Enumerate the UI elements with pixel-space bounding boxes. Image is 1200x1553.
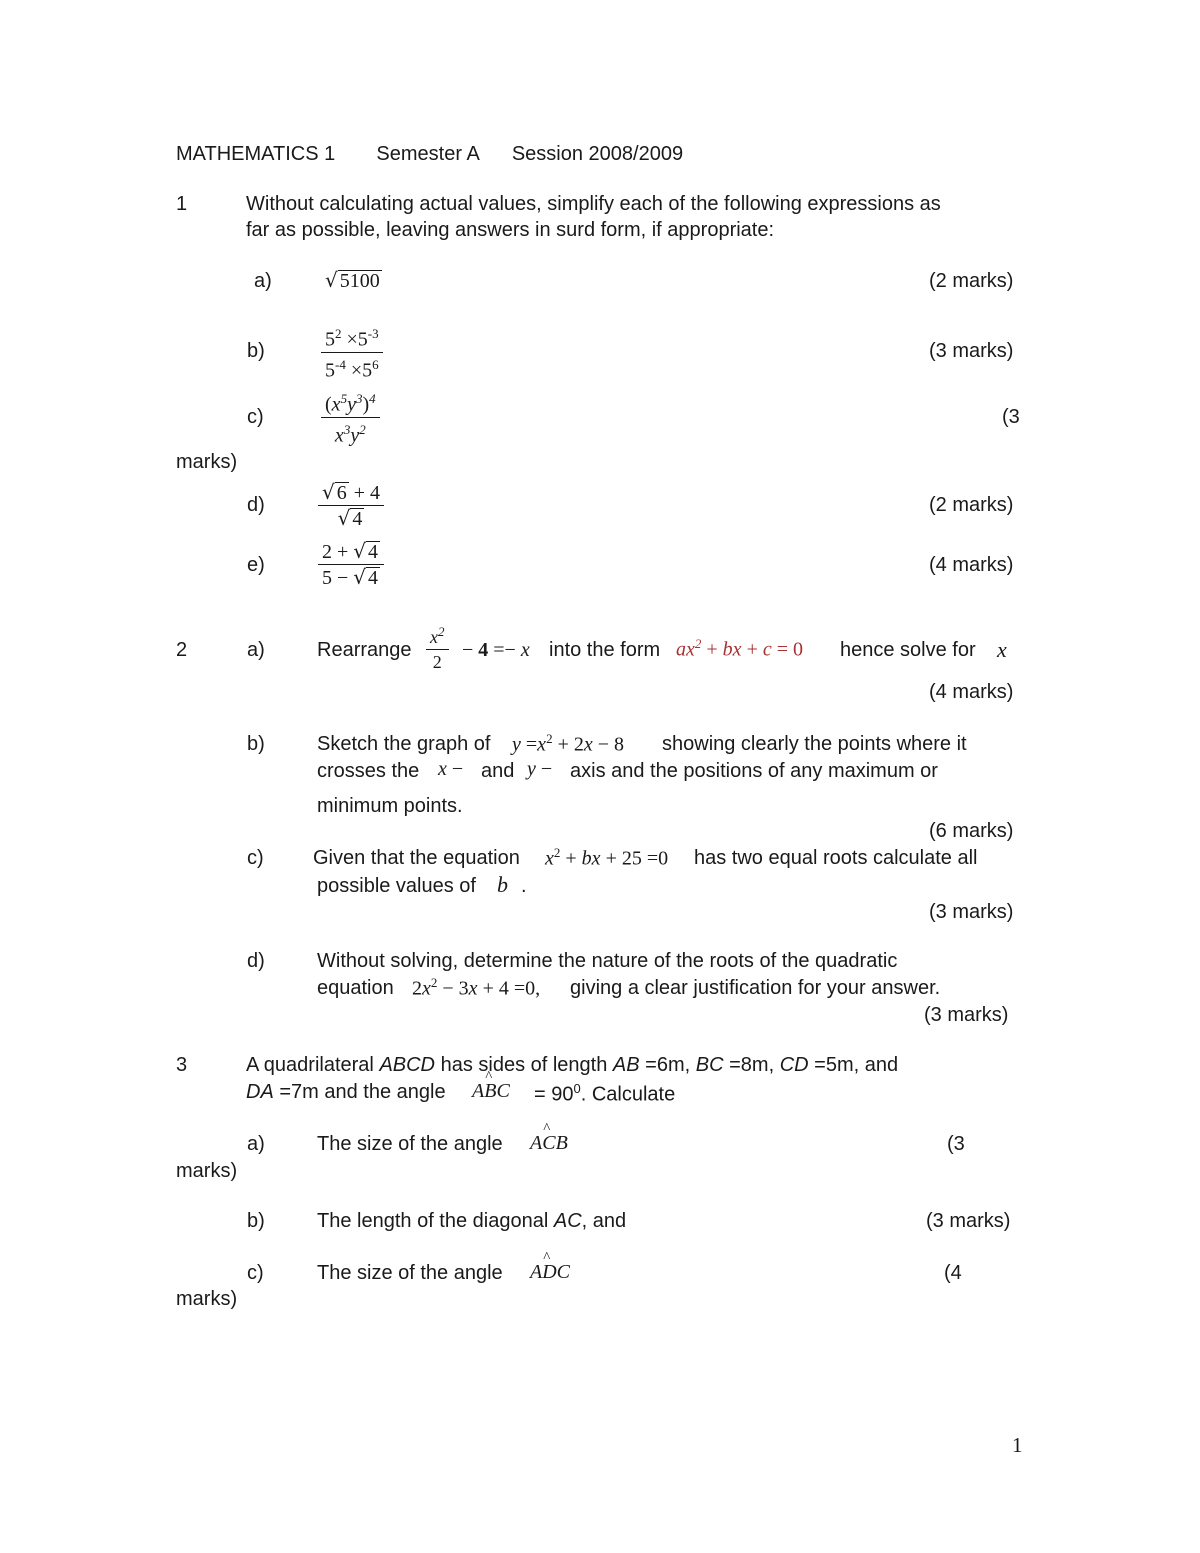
q2b-line3: minimum points. [317,795,463,817]
semester-label: Semester A [376,143,479,165]
q2b-line2b: and [481,760,515,782]
q2d-line2b: giving a clear justification for your answer. [570,977,941,999]
q1-text-line2: far as possible, leaving answers in surd form, if appropriate: [246,219,775,241]
q1e-label: e) [247,554,265,576]
q3b-diagonal-ac: AC [553,1210,582,1232]
q1d-marks: (2 marks) [929,494,1014,516]
q2b-line1a: Sketch the graph of [317,733,491,755]
q3a-marks-close: marks) [176,1160,238,1182]
q2b-line2c: axis and the positions of any maximum or [570,760,938,782]
q2b-line2a: crosses the [317,760,420,782]
q1a-marks: (2 marks) [929,270,1014,292]
q1b-fraction: $5^2 \times 5^{-3}$ $5^{-4} \times 5^6$ [321,322,383,382]
q1c-marks-open: (3 [1002,406,1020,428]
q2a-equation: − 4 =− x [462,639,530,661]
q3c-marks-close: marks) [176,1288,238,1310]
q3c-label: c) [247,1262,264,1284]
q2-number: 2 [176,639,188,661]
q3-line1 [246,1054,898,1077]
q3a-label: a) [247,1133,265,1155]
q1c-label: c) [247,406,264,428]
q3-side-bc: BC [695,1054,724,1076]
q3-side-da: DA [246,1081,274,1103]
q3-line2 [246,1081,446,1104]
q1e-fraction: 2 + √ 4 5 − √ 4 [318,539,384,590]
q2a-into-form: into the form [549,639,661,661]
q3b-text-main: The length of the diagonal [317,1210,549,1232]
q3c-text: The size of the angle [317,1262,503,1284]
q3-angle-value [534,1081,675,1107]
q2c-line2b: . [521,875,527,897]
q3-cd-length: =5m, and [814,1054,899,1076]
q3b-label: b) [247,1210,265,1232]
q3a-marks-open: (3 [947,1133,965,1155]
q1b-marks: (3 marks) [929,340,1014,362]
q3-ab-length: =6m, [645,1054,691,1076]
q2a-standard-form: $ax^2$ + bx + c = 0 [676,636,804,661]
q2b-line1b: showing clearly the points where it [662,733,967,755]
page-header [176,143,683,166]
page-number: 1 [1012,1433,1023,1457]
q2c-variable-b: b [497,872,508,897]
q1b-label: b) [247,340,265,362]
q3-angle-abc: A^ BC [472,1080,510,1103]
q3-line1-text-b: has sides of length [440,1054,608,1076]
q2b-label: b) [247,733,265,755]
q1c-fraction: $(x^5y^3)^4$ $x^3y^2$ [321,387,380,447]
q3-number: 3 [176,1054,188,1076]
q2a-variable-x: x [997,637,1007,662]
q3b-text [317,1210,626,1233]
q2d-marks: (3 marks) [924,1004,1009,1026]
q3c-marks-open: (4 [944,1262,962,1284]
q2b-y-axis-symbol: y − [527,758,553,780]
q3-angle-equals: = 90 [534,1083,574,1106]
q2b-marks: (6 marks) [929,820,1014,842]
q1c-marks-close: marks) [176,451,238,473]
q1-number: 1 [176,193,188,215]
q2c-label: c) [247,847,264,869]
q2d-line1: Without solving, determine the nature of the roots of the quadratic [317,950,898,972]
q1a-label: a) [254,270,272,292]
q1a-radicand: 5100 [339,270,380,292]
course-title: MATHEMATICS 1 [176,143,336,165]
q3-line2-text-a: =7m and the angle [279,1081,446,1103]
q2a-rearrange: Rearrange [317,639,412,661]
q2a-hence: hence solve for [840,639,976,661]
q2c-equation: $x^2$ + bx + 25 =0 [545,845,669,870]
q2c-line1b: has two equal roots calculate all [694,847,978,869]
q3a-text: The size of the angle [317,1133,503,1155]
q2a-label: a) [247,639,265,661]
q2a-fraction: $x^2$ 2 [426,620,449,674]
q2b-equation: $y =x^2 + 2x - 8$ [512,731,625,756]
q2c-line1a: Given that the equation [313,847,520,869]
q3a-angle-acb: A^ CB [530,1132,568,1155]
q3c-angle-adc: A^ DC [530,1261,570,1284]
q1-text-line1: Without calculating actual values, simplify each of the following expressions as [246,193,941,215]
q1d-label: d) [247,494,265,516]
q3-quad-name: ABCD [379,1054,436,1076]
q3b-and: , and [581,1210,627,1232]
q1a-expression: √ 5100 [325,268,380,292]
q3-side-cd: CD [779,1054,809,1076]
q2c-marks: (3 marks) [929,901,1014,923]
q3-bc-length: =8m, [729,1054,775,1076]
q3-side-ab: AB [612,1054,640,1076]
q3-calculate: . Calculate [580,1083,676,1106]
q2d-label: d) [247,950,265,972]
q1e-marks: (4 marks) [929,554,1014,576]
q3-line1-text-a: A quadrilateral [246,1054,374,1076]
q3b-marks: (3 marks) [926,1210,1011,1232]
q2b-x-axis-symbol: x − [438,758,464,780]
q2c-line2a: possible values of [317,875,476,897]
session-label: Session 2008/2009 [511,143,684,165]
q2d-equation: $2x^2 - 3x + 4 =0$, [412,975,541,1000]
q1d-fraction: √ 6 + 4 √ 4 [318,480,384,531]
q3-degree-mark: 0 [573,1081,581,1096]
q2d-line2a: equation [317,977,394,999]
q2a-marks: (4 marks) [929,681,1014,703]
